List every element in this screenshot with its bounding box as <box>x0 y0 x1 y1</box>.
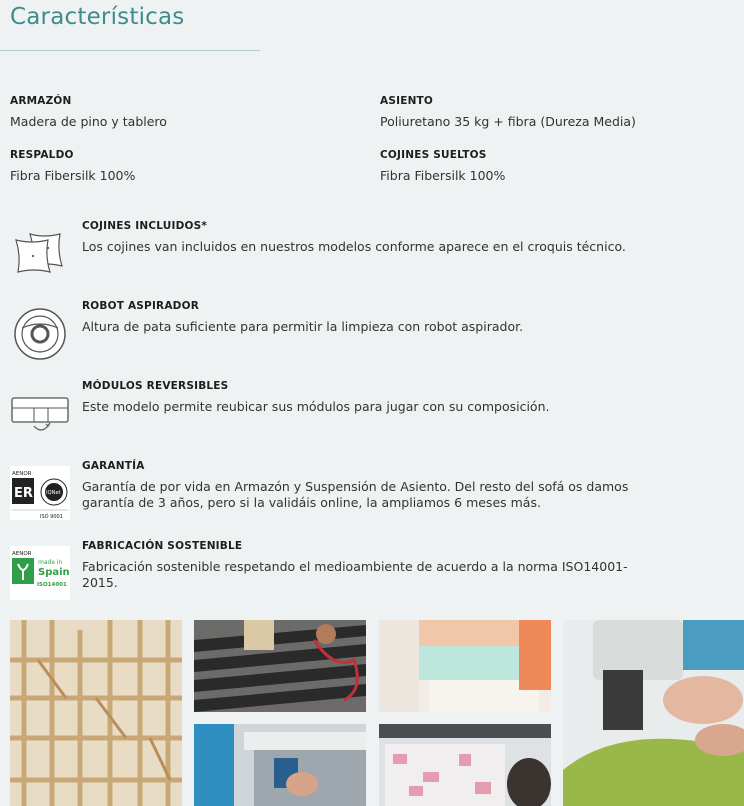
iso9001-mark: ISO 9001 <box>40 514 63 520</box>
warranty-certification-icon <box>10 466 70 520</box>
spain-text: Spain <box>38 567 70 578</box>
feature-label: COJINES INCLUIDOS* <box>82 220 208 232</box>
feature-label: ROBOT ASPIRADOR <box>82 300 199 312</box>
spec-value: Madera de pino y tablero <box>10 114 167 129</box>
aenor-logo-text: AENOR <box>12 551 32 557</box>
robot-vacuum-icon <box>10 306 70 360</box>
feature-modulos-reversibles <box>10 380 710 444</box>
feature-description: Altura de pata suficiente para permitir la limpieza con robot aspirador. <box>82 319 524 334</box>
spec-value: Fibra Fibersilk 100% <box>380 168 506 183</box>
spec-label: RESPALDO <box>10 149 74 161</box>
section-title: Características <box>10 4 185 30</box>
spec-value: Poliuretano 35 kg + fibra (Dureza Media) <box>380 114 636 129</box>
cushions-icon <box>10 226 70 280</box>
feature-cojines-incluidos <box>10 220 710 284</box>
spec-respaldo <box>10 149 135 183</box>
aenor-logo-text: AENOR <box>12 471 32 477</box>
feature-description: Fabricación sostenible respetando el medioambiente de acuerdo a la norma ISO14001-2015. <box>82 559 628 590</box>
made-in-spain-icon <box>10 546 70 600</box>
iso14001-mark: ISO14001 <box>37 582 67 588</box>
feature-fabricacion-sostenible <box>10 540 710 604</box>
feature-description: Los cojines van incluidos en nuestros modelos conforme aparece en el croquis técnico. <box>82 239 626 254</box>
photo-fabric-cutting <box>379 724 551 806</box>
spec-asiento <box>380 95 636 129</box>
photo-wood-frames <box>10 620 182 806</box>
iqnet-mark: IQNet <box>46 490 61 496</box>
feature-description: Este modelo permite reubicar sus módulos para jugar con su composición. <box>82 399 550 414</box>
feature-label: MÓDULOS REVERSIBLES <box>82 380 229 392</box>
spec-value: Fibra Fibersilk 100% <box>10 168 136 183</box>
title-divider <box>0 50 260 51</box>
feature-label: GARANTÍA <box>82 460 145 472</box>
photo-foam-blocks <box>379 620 551 712</box>
feature-garantia <box>10 460 710 524</box>
feature-label: FABRICACIÓN SOSTENIBLE <box>82 540 243 552</box>
photo-upholstery-stapling <box>194 724 366 806</box>
spec-label: ARMAZÓN <box>10 95 72 107</box>
made-in-text: made in <box>38 559 63 566</box>
feature-description: Garantía de por vida en Armazón y Suspensión de Asiento. Del resto del sofá os damos garantía de 3 años, pero si la validáis online, la ampliamos 6 meses más. <box>82 479 629 510</box>
spec-armazon <box>10 95 167 129</box>
spec-label: ASIENTO <box>380 95 434 107</box>
er-mark: ER <box>14 486 33 501</box>
photo-sewing-machine <box>563 620 744 806</box>
reversible-modules-icon <box>10 386 70 440</box>
spec-label: COJINES SUELTOS <box>380 149 487 161</box>
spec-cojines-sueltos <box>380 149 505 183</box>
feature-robot-aspirador <box>10 300 710 364</box>
photo-seat-webbing <box>194 620 366 712</box>
